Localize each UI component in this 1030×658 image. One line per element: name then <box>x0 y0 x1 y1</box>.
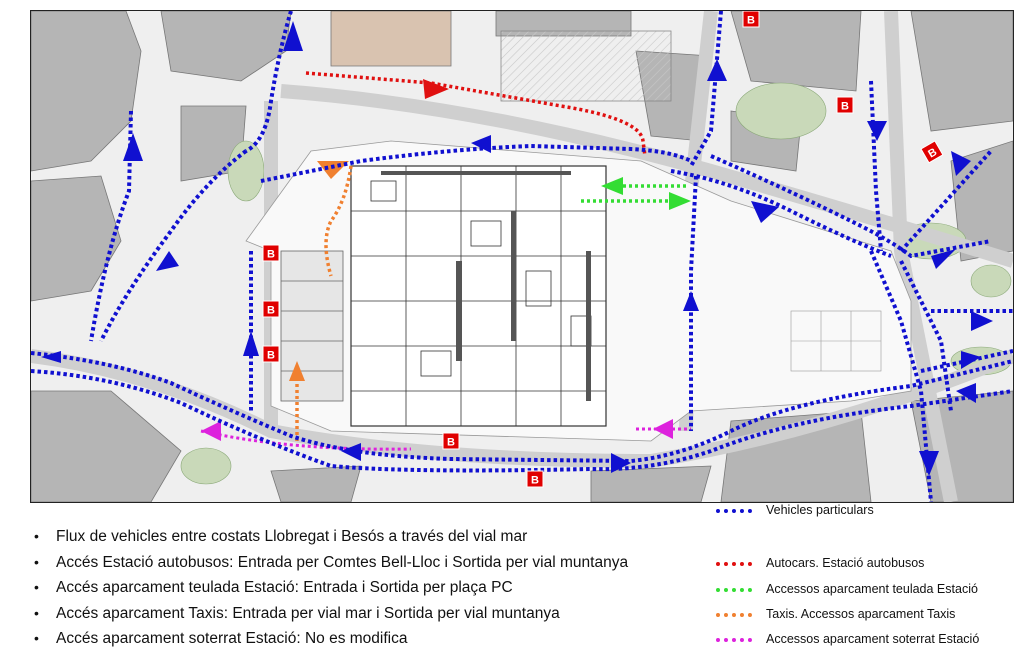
bus-stop-marker <box>263 245 279 261</box>
station-traffic-map <box>30 10 1014 503</box>
legend-item-buses: Autocars. Estació autobusos <box>716 555 1016 571</box>
legend-line <box>716 638 752 642</box>
svg-text:B: B <box>841 100 849 113</box>
note-item: • Accés Estació autobusos: Entrada per Comtes Bell-Lloc i Sortida per vial muntanya <box>34 550 628 576</box>
svg-text:B: B <box>267 304 275 317</box>
bus-stop-marker <box>527 471 543 487</box>
svg-text:B: B <box>747 14 755 27</box>
note-item: • Flux de vehicles entre costats Llobregat i Besós a través del vial mar <box>34 524 628 550</box>
bullet-icon: • <box>34 604 39 621</box>
note-item: • Accés aparcament Taxis: Entrada per vial mar i Sortida per vial muntanya <box>34 601 628 627</box>
bullet-icon: • <box>34 528 39 544</box>
svg-text:B: B <box>267 349 275 362</box>
svg-text:B: B <box>531 474 539 487</box>
bus-stop-marker <box>263 346 279 362</box>
bus-stop-marker <box>837 97 853 113</box>
legend-item-roof-parking: Accessos aparcament teulada Estació <box>716 581 1016 597</box>
bus-stop-marker <box>263 301 279 317</box>
bullet-icon: • <box>34 553 39 570</box>
bullet-icon: • <box>34 630 39 646</box>
svg-text:B: B <box>267 248 275 261</box>
legend-line <box>716 588 752 592</box>
legend-item-taxis: Taxis. Accessos aparcament Taxis <box>716 606 1016 622</box>
svg-text:B: B <box>926 146 940 161</box>
note-item: • Accés aparcament soterrat Estació: No es modifica <box>34 626 628 652</box>
note-item: • Accés aparcament teulada Estació: Entrada i Sortida per plaça PC <box>34 575 628 601</box>
notes-list <box>34 524 628 652</box>
legend-line <box>716 613 752 617</box>
legend-line <box>716 509 752 513</box>
bus-stop-marker <box>743 11 759 27</box>
legend-item-vehicles: Vehicles particulars <box>716 502 1016 518</box>
bus-stop-marker <box>443 433 459 449</box>
bullet-icon: • <box>34 579 39 595</box>
legend-item-underground: Accessos aparcament soterrat Estació <box>716 631 1016 647</box>
legend-line <box>716 562 752 566</box>
svg-text:B: B <box>447 436 455 449</box>
